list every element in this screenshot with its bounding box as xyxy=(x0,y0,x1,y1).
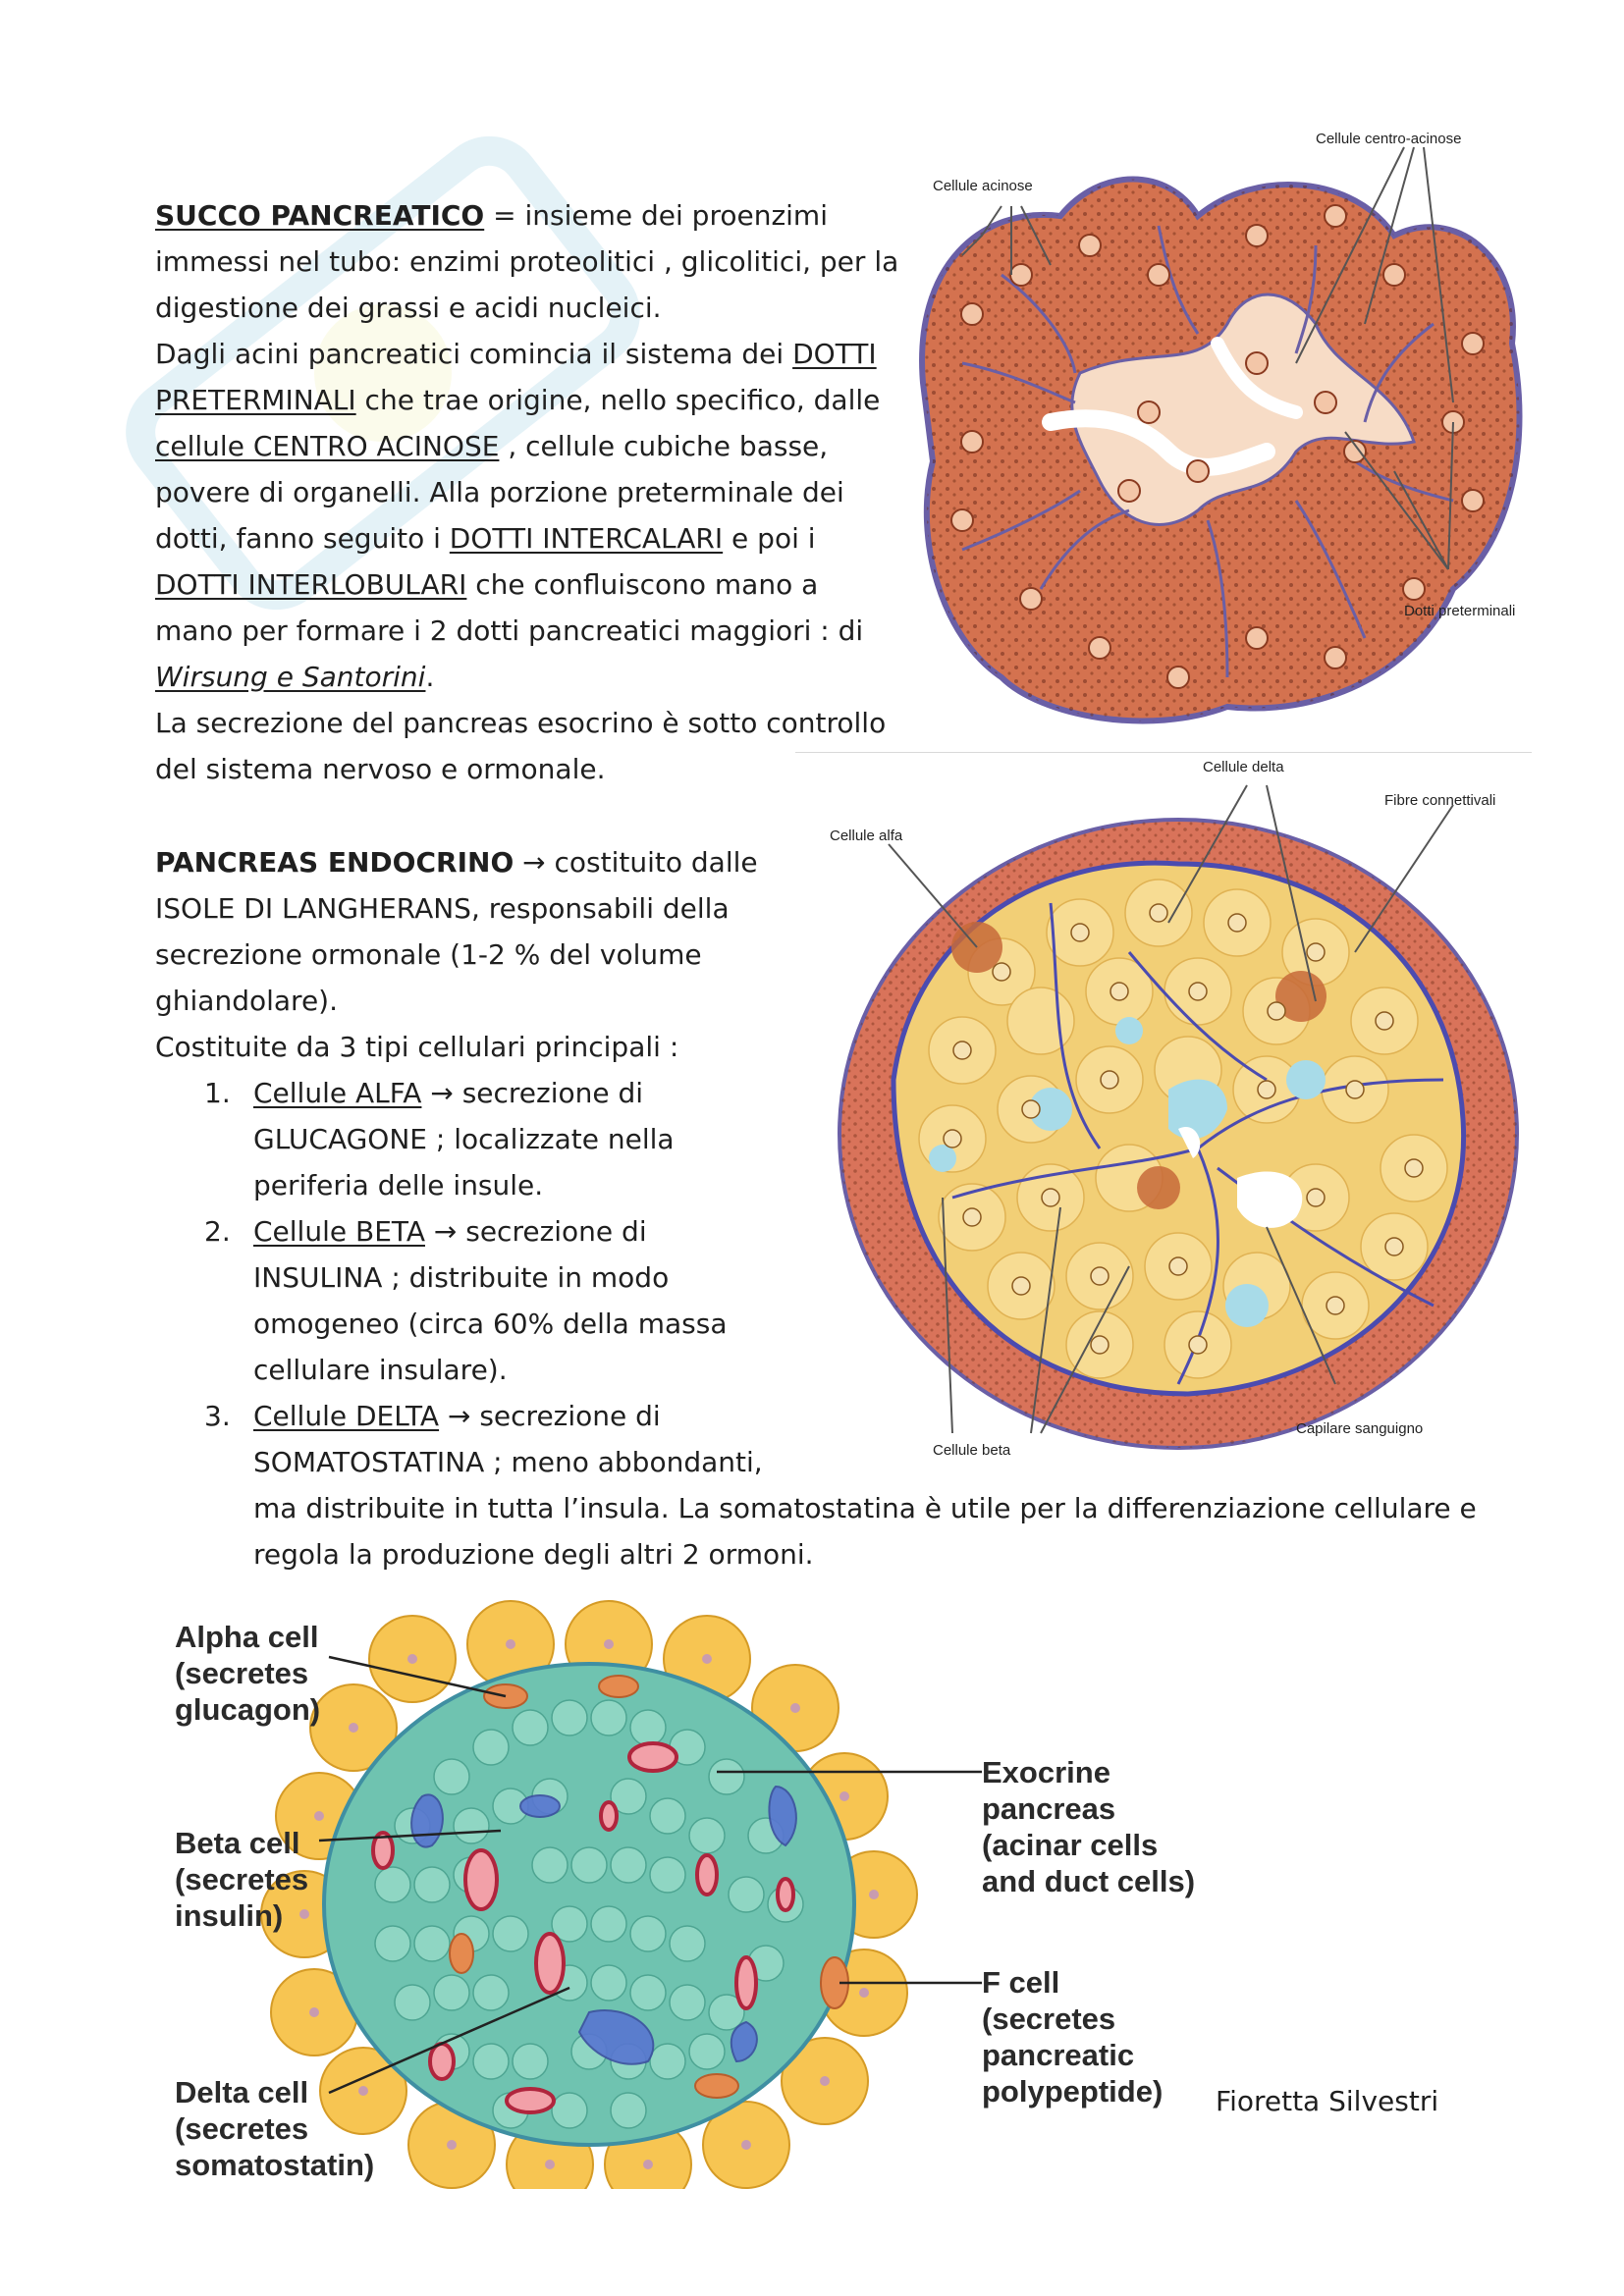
label-cellule-acinose: Cellule acinose xyxy=(933,178,1033,194)
section-1-text: SUCCO PANCREATICO = insieme dei proenzimi immessi nel tubo: enzimi proteolitici , glicolitici, per la digestione dei grassi e acidi nucleici. Dagli acini pancreatici comincia il sistema dei DOTTI PRETERMINALI che trae origine, nello specifico, dalle cellule CENTRO ACINOSE , cellule cubiche basse, povere di organelli. Alla porzione preterminale dei dotti, fanno seguito i DOTTI INTERCALARI e poi i DOTTI INTERLOBULARI che confluiscono mano a mano per formare i 2 dotti pancreatici maggiori : di Wirsung e Santorini. La secrezione del pancreas esocrino è sotto controllo del sistema nervoso e ormonale. xyxy=(155,199,899,785)
heading-succo-pancreatico: SUCCO PANCREATICO xyxy=(155,199,485,232)
label-beta-cell: Beta cell (secretes insulin) xyxy=(175,1826,309,1933)
list-item: 1. Cellule ALFA → secrezione di GLUCAGONE ; localizzate nella periferia delle insule. xyxy=(204,1077,675,1201)
label-f-cell: F cell (secretes pancreatic polypeptide) xyxy=(982,1965,1164,2109)
islet-diagram-illustration xyxy=(157,1600,1237,2189)
list-item: 2. Cellule BETA → secrezione di INSULINA ; distribuite in modo omogeneo (circa 60% della massa cellulare insulare). xyxy=(204,1215,728,1386)
label-exocrine-pancreas: Exocrine pancreas (acinar cells and duct cells) xyxy=(982,1755,1196,1898)
heading-pancreas-endocrino: PANCREAS ENDOCRINO xyxy=(155,846,514,879)
author-name: Fioretta Silvestri xyxy=(1216,2085,1439,2117)
label-dotti-preterminali: Dotti preterminali xyxy=(1404,603,1516,619)
label-fibre-connettivali: Fibre connettivali xyxy=(1384,792,1496,809)
label-alpha-cell: Alpha cell (secretes glucagon) xyxy=(175,1620,321,1727)
label-cellule-alfa: Cellule alfa xyxy=(830,828,903,844)
section-2-text: PANCREAS ENDOCRINO → costituito dalle ISOLE DI LANGHERANS, responsabili della secrezione ormonale (1-2 % del volume ghiandolare). Costituite da 3 tipi cellulari principali : 1. Cellule ALFA → secrezione di GLUCAGONE ; localizzate nella periferia delle insule. 2. Cellule BETA → secrezione di INSULINA ; distribuite in modo omogeneo (circa 60% della massa cellulare insulare). 3. Cellule DELTA → secrezione di SOMATOSTATINA ; meno abbondanti, ma distribuite in tutta l’insula. La somatostatina è utile per la differenziazione cellulare e regola la produzione degli altri 2 ormoni. xyxy=(155,839,1510,1577)
label-cellule-centro-acinose: Cellule centro-acinose xyxy=(1316,131,1462,147)
label-delta-cell: Delta cell (secretes somatostatin) xyxy=(175,2075,375,2182)
islet-histology-illustration xyxy=(805,756,1532,1482)
label-cellule-delta: Cellule delta xyxy=(1203,759,1284,775)
list-item: 3. Cellule DELTA → secrezione di SOMATOSTATINA ; meno abbondanti, ma distribuite in tutta l’insula. La somatostatina è utile per la differenziazione cellulare e regola la produzione degli altri 2 ormoni. xyxy=(204,1400,1477,1571)
label-capilare-sanguigno: Capilare sanguigno xyxy=(1296,1420,1424,1437)
divider xyxy=(795,752,1532,753)
label-cellule-beta: Cellule beta xyxy=(933,1442,1011,1459)
acini-illustration xyxy=(903,128,1542,736)
